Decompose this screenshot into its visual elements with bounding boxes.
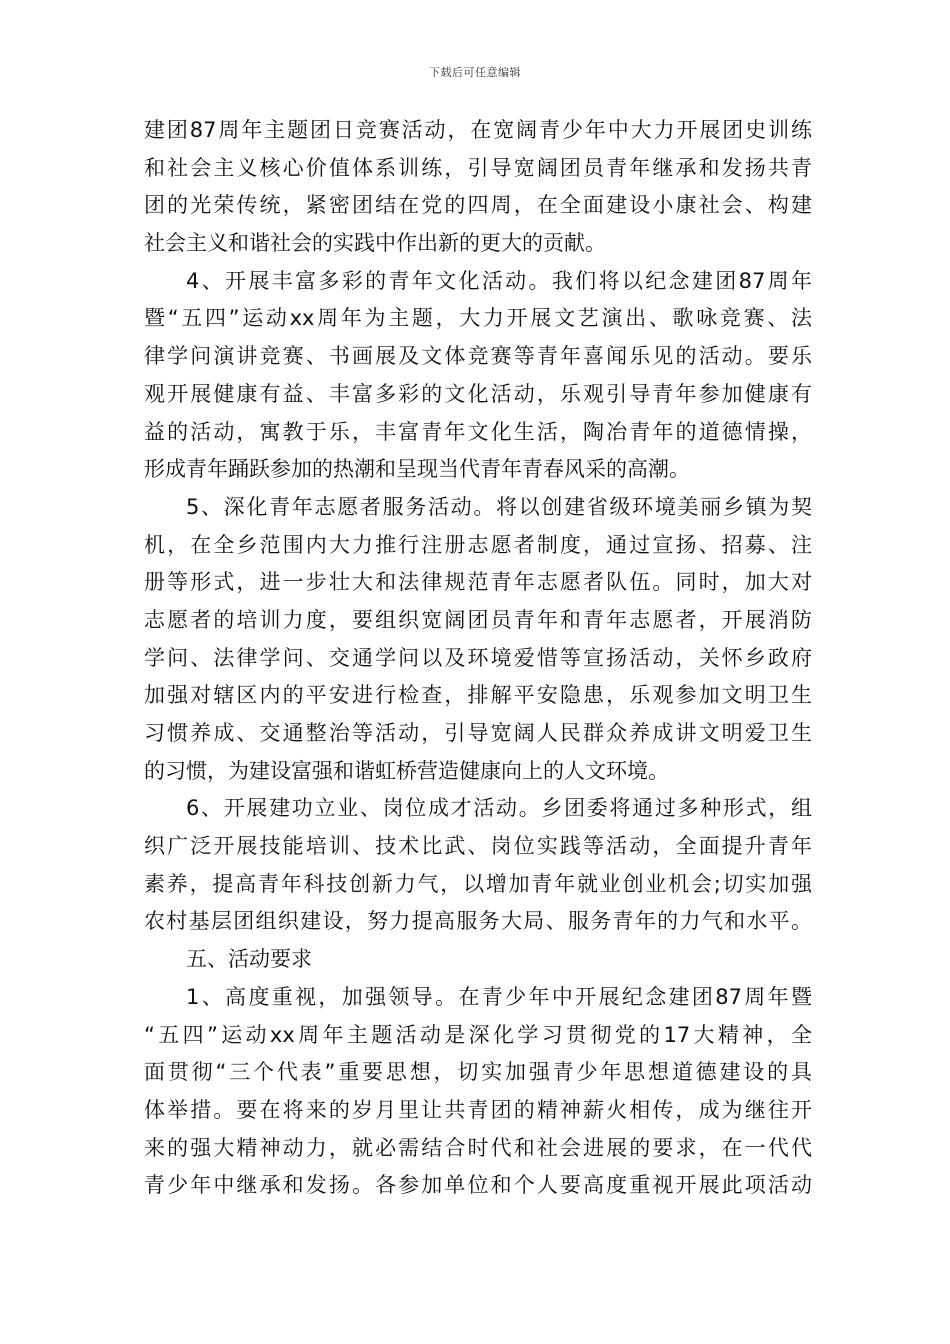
text-line: 形成青年踊跃参加的热潮和呈现当代青年青春风采的高潮。 [144,457,690,482]
section-heading [144,941,812,979]
text-line: 织广泛开展技能培训、技术比武、岗位实践等活动，全面提升青年 [144,834,812,859]
text-line: 面贯彻“三个代表”重要思想，切实加强青少年思想道德建设的具 [144,1060,812,1085]
text-line: 的习惯，为建设富强和谐虹桥营造健康向上的人文环境。 [144,758,669,783]
text-line: 和社会主义核心价值体系训练，引导宽阔团员青年继承和发扬共青 [144,155,812,180]
text-line: “五四”运动xx周年主题活动是深化学习贯彻党的17大精神，全 [144,1022,812,1047]
text-line: 6、开展建功立业、岗位成才活动。乡团委将通过多种形式，组 [186,796,812,821]
heading-line: 五、活动要求 [186,947,312,972]
paragraph [144,979,812,1205]
text-line: 习惯养成、交通整治等活动，引导宽阔人民群众养成讲文明爱卫生 [144,721,812,745]
text-line: 暨“五四”运动xx周年为主题，大力开展文艺演出、歌咏竞赛、法 [144,306,812,331]
text-line: 素养，提高青年科技创新力气，以增加青年就业创业机会;切实加强 [144,871,812,896]
text-line: 志愿者的培训力度，要组织宽阔团员青年和青年志愿者，开展消防 [144,607,812,632]
text-line: 册等形式，进一步壮大和法律规范青年志愿者队伍。同时，加大对 [144,570,812,595]
document-body [144,112,812,1205]
text-line: 律学问演讲竞赛、书画展及文体竞赛等青年喜闻乐见的活动。要乐 [144,344,812,369]
text-line: 学问、法律学问、交通学问以及环境爱惜等宣扬活动，关怀乡政府 [144,645,812,670]
text-line: 观开展健康有益、丰富多彩的文化活动，乐观引导青年参加健康有 [144,381,812,406]
text-line: 益的活动，寓教于乐，丰富青年文化生活，陶冶青年的道德情操， [144,419,812,444]
text-line: 体举措。要在将来的岁月里让共青团的精神薪火相传，成为继往开 [144,1097,812,1122]
text-line: 社会主义和谐社会的实践中作出新的更大的贡献。 [144,231,606,256]
text-line: 1、高度重视，加强领导。在青少年中开展纪念建团87周年暨 [186,984,812,1009]
text-line: 建团87周年主题团日竞赛活动，在宽阔青少年中大力开展团史训练 [144,118,812,142]
text-line: 加强对辖区内的平安进行检查，排解平安隐患，乐观参加文明卫生 [144,683,812,708]
text-line: 青少年中继承和发扬。各参加单位和个人要高度重视开展此项活动 [144,1173,812,1198]
text-line: 机，在全乡范围内大力推行注册志愿者制度，通过宣扬、招募、注 [144,532,812,557]
text-line: 农村基层团组织建设，努力提高服务大局、服务青年的力气和水平。 [144,909,812,934]
paragraph [144,790,812,941]
text-line: 团的光荣传统，紧密团结在党的四周，在全面建设小康社会、构建 [144,193,812,218]
paragraph [144,112,812,263]
page-header: 下载后可任意编辑 [429,66,521,79]
text-line: 4、开展丰富多彩的青年文化活动。我们将以纪念建团87周年 [186,268,812,293]
text-line: 来的强大精神动力，就必需结合时代和社会进展的要求，在一代代 [144,1135,812,1160]
paragraph [144,263,812,489]
paragraph [144,489,812,791]
text-line: 5、深化青年志愿者服务活动。将以创建省级环境美丽乡镇为契 [186,494,812,519]
